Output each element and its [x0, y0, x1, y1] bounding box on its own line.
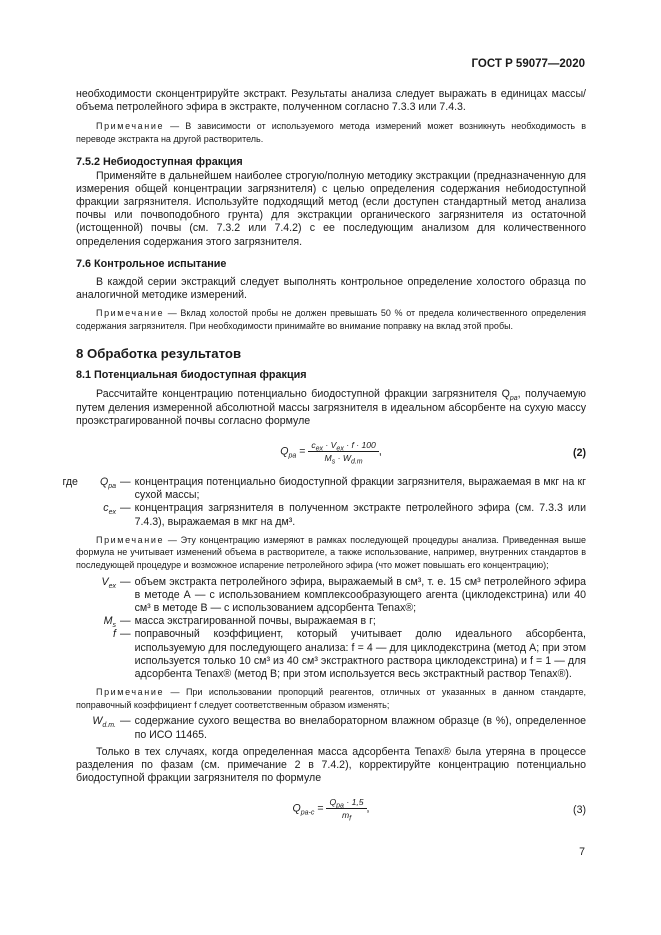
section-7-6-heading: 7.6 Контрольное испытание: [76, 257, 227, 270]
variable-row: $M_s$ — масса экстрагированной почвы, выражаемая в г;: [103, 615, 376, 630]
paragraph-continuation: необходимости сконцентрируйте экстракт. Результаты анализа следует выражать в единицах массы/объема петролейного эфира в экстракте, полученном согласно 7.3.3 или 7.4.3.: [76, 88, 586, 114]
page-content: [62, 88, 586, 827]
note-2: Примечание — Вклад холостой пробы не должен превышать 50 % от предела количественного определения содержания загрязнителя. При необходимости принимайте во внимание поправку на вклад этой пробы.: [76, 308, 586, 331]
document-code: ГОСТ Р 59077—2020: [471, 58, 585, 70]
formula-3-fraction: $\frac{Q_{pa} \cdot 1,5}{m_f}$: [326, 797, 366, 820]
section-7-5-2-heading: 7.5.2 Небиодоступная фракция: [76, 155, 243, 168]
paragraph-7-6: В каждой серии экстракций следует выполнять контрольное определение холостого образца по аналогичной методике измерений.: [76, 275, 586, 302]
formula-2: $Q_{pa}$ = $\frac{c_{ex} \cdot V_{ex} \cdot f \cdot 100}{M_s \cdot W_{d.m}}$ , (2): [280, 440, 586, 466]
section-8-heading: 8 Обработка результатов: [76, 346, 242, 362]
variable-row: где $Q_{pa}$ — концентрация потенциально биодоступной фракции загрязнителя, выражаемая в мкг на кг сухой массы;: [62, 476, 586, 502]
variable-row: $W_{d.m.}$ — содержание сухого вещества во внелабораторном влажном образце (в %), определенное по ИСО 11465.: [92, 715, 586, 741]
section-8-1-heading: 8.1 Потенциальная биодоступная фракция: [76, 369, 307, 382]
variable-row: $V_{ex}$ — объем экстракта петролейного эфира, выражаемый в см³, т. е. 15 см³ петролейного эфира в методе А — с использованием комплексообразующего агента (циклодекстрина) или 40 см³ в методе В — с использованием адсорбента Tenax®;: [101, 575, 586, 615]
note-label: Примечание: [96, 121, 165, 132]
note-1: Примечание — В зависимости от используемого метода измерений может возникнуть необходимость в переводе экстракта на другой растворитель.: [76, 121, 586, 144]
formula-2-fraction: $\frac{c_{ex} \cdot V_{ex} \cdot f \cdot 100}{M_s \cdot W_{d.m}}$: [308, 440, 378, 463]
paragraph-8-1: Рассчитайте концентрацию потенциально биодоступной фракции загрязнителя $Q_{pa}$, получаемую путем деления измеренной абсолютной массы загрязнителя в идеальном абсорбенте на сухую массу проэкстрагированной почвы согласно формуле: [76, 388, 586, 427]
formula-3: $Q_{pa-c}$ = $\frac{Q_{pa} \cdot 1,5}{m_f}$ , (3): [292, 797, 586, 824]
variables-list-1: [62, 476, 586, 529]
paragraph-tenax-correction: Только в тех случаях, когда определенная масса адсорбента Tenax® была утеряна в процессе разделения по фазам (см. примечание 2 в 7.4.2), корректируйте концентрацию потенциально биодоступной фракции загрязнителя по формуле: [76, 745, 586, 785]
variable-row: f — поправочный коэффициент, который учитывает долю идеального абсорбента, используемую для последующего анализа: f = 4 — для циклодекстрина (метод А; при этом используется только 10 см³ из 40 см³ экстрактного раствора циклодекстрина) и f = 1 — для адсорбента Tenax® (метод В; при этом используется весь экстрактный раствор Tenax®).: [113, 628, 586, 681]
paragraph-7-5-2: Применяйте в дальнейшем наиболее строгую/полную методику экстракции (предназначенную для измерения общей концентрации загрязнителя) с целью определения содержания небиодоступной фракции загрязнителя. Используйте подходящий метод (если доступен стандартный метод анализа почвы или почвоподобного грунта) для экстракции органического загрязнителя из остаточной (истощенной) почвы (см. 7.3.2 или 7.4.2) с ее последующим анализом для количественного определения содержания этого загрязнителя.: [76, 169, 586, 248]
variables-list-2: [76, 576, 586, 682]
page-number: 7: [579, 846, 585, 858]
variable-row: $c_{ex}$ — концентрация загрязнителя в полученном экстракте петролейного эфира (см. 7.3.3 или 7.4.3), выражаемая в мкг на дм³.: [103, 502, 586, 528]
formula-3-number: (3): [573, 804, 586, 817]
note-3: Примечание — Эту концентрацию измеряют в рамках последующей процедуры анализа. Приведенная выше формула не учитывает изменений объема в растворителе, а также использование, например, внутренних стандартов в последующей процедуре и возможное испарение петролейного эфира (что может повышать его концентрацию);: [76, 534, 586, 571]
variables-list-3: [76, 715, 586, 741]
formula-2-number: (2): [573, 447, 586, 460]
note-4: Примечание — При использовании пропорций реагентов, отличных от указанных в данном стандарте, поправочный коэффициент f следует соответственным образом изменять;: [76, 687, 586, 710]
